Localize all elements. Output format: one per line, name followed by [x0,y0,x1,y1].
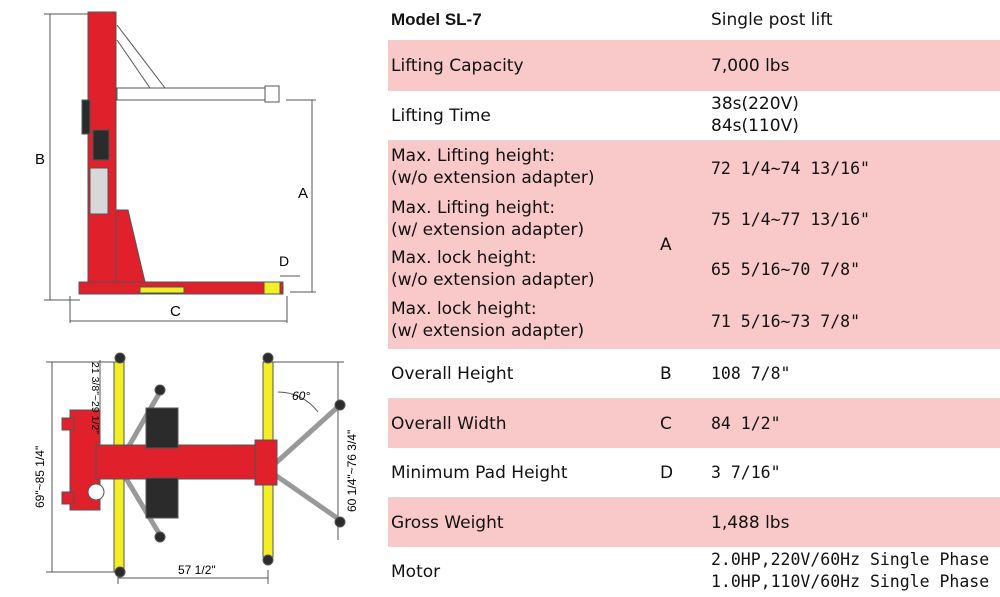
spec-value: 75 1/4~77 13/16" [711,210,870,229]
spec-row-overall-width [388,399,1000,448]
spec-value: 72 1/4~74 13/16" [711,159,870,178]
spec-ref: A [660,235,672,255]
dimension-label-left: 69"~85 1/4" [33,445,47,508]
spec-value: 108 7/8" [711,363,791,383]
spec-label: Max. lock height: (w/ extension adapter) [391,299,585,341]
lift-drawings [0,0,385,597]
spec-value: 38s(220V) [711,94,799,114]
spec-label: Max. Lifting height: (w/o extension adapter) [391,146,595,188]
dimension-label-d: D [279,253,290,269]
dimension-label-top: 21 3/8"~29 1/2" [89,362,101,434]
spec-label: Motor [391,562,441,582]
spec-row-minimum-pad-height [388,448,1000,498]
angle-label: 60° [292,389,311,403]
spec-row-lifting-time [388,91,1000,141]
spec-value: 1.0HP,110V/60Hz Single Phase [711,572,990,591]
spec-group-a [388,141,1000,349]
spec-label: Minimum Pad Height [391,462,568,483]
dimension-label-c: C [170,303,181,320]
spec-label: Gross Weight [391,512,504,533]
spec-row-overall-height [388,349,1000,399]
dimension-label-right: 60 1/4"~76 3/4" [345,429,359,512]
spec-table [388,0,1000,597]
spec-label: Max. Lifting height: (w/ extension adapter) [391,198,585,240]
spec-label: Lifting Time [391,105,491,126]
spec-row-motor [388,547,1000,597]
side-view-drawing [44,12,316,323]
spec-label: Overall Height [391,363,514,384]
spec-value: 1,488 lbs [711,512,790,533]
spec-value: 65 5/16~70 7/8" [711,260,861,279]
spec-label: Overall Width [391,413,507,434]
spec-header-row [388,0,1000,40]
lift-type: Single post lift [711,10,833,30]
model-name: Model SL-7 [391,10,482,29]
dimension-label-a: A [298,185,309,202]
spec-value: 84s(110V) [711,116,799,136]
spec-value: 71 5/16~73 7/8" [711,312,861,331]
spec-value: 84 1/2" [711,413,781,433]
spec-ref: D [660,462,674,483]
spec-ref: C [660,413,672,434]
spec-value: 3 7/16" [711,462,781,482]
spec-ref: B [660,363,672,384]
dimension-label-b: B [35,151,46,168]
spec-label: Lifting Capacity [391,55,524,76]
spec-label: Max. lock height: (w/o extension adapter) [391,248,595,290]
spec-value: 7,000 lbs [711,55,790,76]
dimension-label-bottom: 57 1/2" [178,563,216,577]
spec-row-lifting-capacity [388,40,1000,91]
spec-value: 2.0HP,220V/60Hz Single Phase [711,550,990,569]
spec-row-gross-weight [388,498,1000,547]
